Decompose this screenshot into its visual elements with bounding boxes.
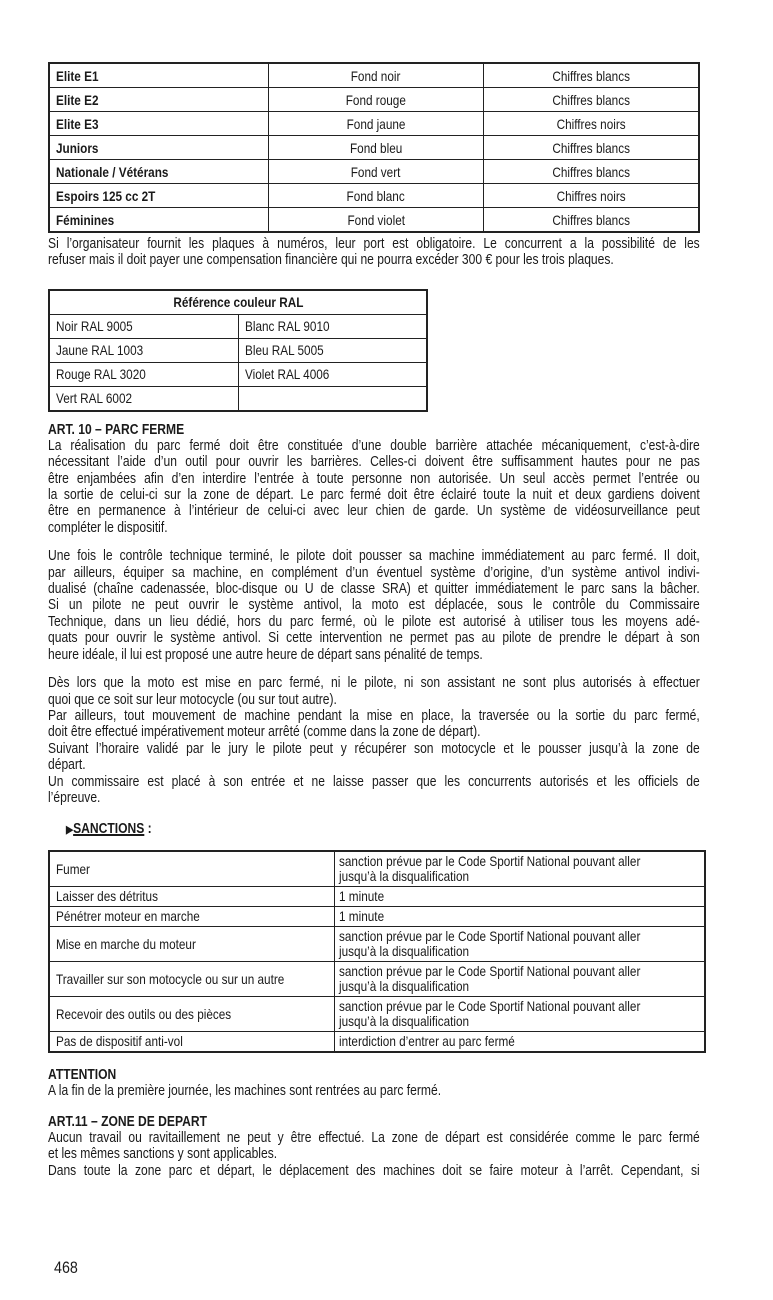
paragraph: Aucun travail ou ravitaillement ne peut y être effectué. La zone de départ est considérée comme le parc fermé et les mêmes sanctions y sont applicables. Dans toute la zone parc et départ, le déplacement des machines doit se faire moteur à l’arrêt. Cependant, si (48, 1129, 700, 1179)
background-cell: Fond violet (347, 211, 405, 228)
table-header-row (49, 290, 427, 315)
digits-cell: Chiffres blancs (552, 211, 630, 228)
triangle-bullet-icon: ▶ (66, 824, 74, 837)
table-row (49, 362, 427, 386)
ral-cell: Rouge RAL 3020 (56, 366, 146, 383)
attention-text: A la fin de la première journée, les machines sont rentrées au parc fermé. (48, 1083, 442, 1100)
offense-cell: Travailler sur son motocycle ou sur un autre (56, 970, 285, 987)
digits-cell: Chiffres blancs (552, 163, 630, 180)
penalty-cell: 1 minute (338, 888, 384, 905)
article-title: ART. 10 – PARC FERME (48, 421, 185, 438)
document-page (48, 62, 700, 1179)
penalty-cell: sanction prévue par le Code Sportif National pouvant aller jusqu’à la disqualification (338, 998, 641, 1030)
offense-cell: Pas de dispositif anti-vol (56, 1033, 183, 1050)
table-row (49, 338, 427, 362)
offense-cell: Recevoir des outils ou des pièces (56, 1005, 232, 1022)
table-row (49, 887, 705, 907)
table-row (49, 386, 427, 411)
digits-cell: Chiffres blancs (552, 67, 630, 84)
plates-note: Si l’organisateur fournit les plaques à numéros, leur port est obligatoire. Le concurrent a la possibilité de les refuser mais il doit payer une compensation financière qui ne pourra excéder 300 € pour les trois plaques. (48, 236, 700, 269)
table-row (49, 851, 705, 887)
offense-cell: Mise en marche du moteur (56, 935, 196, 952)
penalty-cell: sanction prévue par le Code Sportif National pouvant aller jusqu’à la disqualification (338, 963, 641, 995)
paragraph: Dès lors que la moto est mise en parc fermé, ni le pilote, ni son assistant ne sont plus autorisés à effectuer quoi que ce soit sur leur motocycle (ou sur tout autre). Par ailleurs, tout mouvement de machine pendant la mise en place, la traversée ou la sortie du parc fermé, doit être effectué impérativement moteur arrêté (comme dans la zone de départ). Suivant l’horaire validé par le jury le pilote peut y récupérer son motocycle et le pousser jusqu’à la zone de départ. Un commissaire est placé à son entrée et ne laisse passer que les concurrents autorisés et les officiels de l’épreuve. (48, 675, 700, 806)
offense-cell: Laisser des détritus (56, 888, 158, 905)
table-header: Référence couleur RAL (172, 294, 304, 311)
background-cell: Fond noir (351, 67, 401, 84)
article-10 (48, 422, 700, 1054)
digits-cell: Chiffres noirs (556, 187, 626, 204)
background-cell: Fond vert (351, 163, 401, 180)
penalty-cell: sanction prévue par le Code Sportif National pouvant aller jusqu’à la disqualification (338, 853, 641, 885)
category-cell: Elite E2 (56, 91, 99, 108)
sanctions-table (48, 850, 706, 1053)
table-row (49, 997, 705, 1032)
paragraph: Une fois le contrôle technique terminé, le pilote doit pousser sa machine immédiatement au parc fermé. Il doit, par ailleurs, équiper sa machine, en complément d’un éventuel système d’origine, d’un système antivol indivi- dualisé (chaîne cadenassée, bloc-disque ou U de classe SRA) et quitter immédiatement le parc sans la bâcher. Si un pilote ne peut ouvrir le système antivol, la moto est déplacée, sous le contrôle du Commissaire Technique, dans un lieu dédié, hors du parc fermé, où le pilote est autorisé à utiliser tous les moyens adé- quats pour ouvrir le système antivol. Si cette intervention ne permet pas au pilote de prendre le départ à son heure idéale, il lui est proposé une autre heure de départ sans pénalité de temps. (48, 548, 700, 663)
digits-cell: Chiffres noirs (556, 115, 626, 132)
table-row (49, 88, 699, 112)
paragraph: La réalisation du parc fermé doit être constituée d’une double barrière attachée mécaniquement, c’est-à-dire nécessitant l’aide d’un outil pour ouvrir les barrières. Celles-ci doivent être suffisamment hautes pour ne pas être enjambées afin d’en interdire l’entrée à toute personne non autorisée. Un seul accès permet l’entrée ou la sortie de celui-ci sur la zone de départ. Le parc fermé doit être éclairé toute la nuit et deux gardiens doivent être en permanence à l’intérieur de celui-ci avec leur chien de garde. Un système de vidéosurveillance peut compléter le dispositif. (48, 437, 700, 536)
article-11 (48, 1114, 700, 1179)
background-cell: Fond bleu (349, 139, 403, 156)
background-cell: Fond jaune (346, 115, 406, 132)
offense-cell: Fumer (56, 860, 90, 877)
ral-cell: Noir RAL 9005 (56, 318, 133, 335)
table-row (49, 314, 427, 338)
category-cell: Elite E3 (56, 115, 99, 132)
table-row (49, 136, 699, 160)
table-row (49, 962, 705, 997)
table-row (49, 112, 699, 136)
table-row (49, 63, 699, 88)
table-row (49, 208, 699, 233)
table-row (49, 907, 705, 927)
ral-cell: Jaune RAL 1003 (56, 342, 144, 359)
penalty-cell: 1 minute (338, 908, 384, 925)
background-cell: Fond rouge (345, 91, 407, 108)
ral-cell: Bleu RAL 5005 (244, 342, 324, 359)
category-cell: Juniors (56, 139, 99, 156)
digits-cell: Chiffres blancs (552, 91, 630, 108)
digits-cell: Chiffres blancs (552, 139, 630, 156)
plate-colors-table (48, 62, 700, 233)
sanctions-heading: ▶SANCTIONS : (66, 821, 152, 838)
category-cell: Elite E1 (56, 67, 99, 84)
ral-cell: Vert RAL 6002 (56, 390, 133, 407)
penalty-cell: sanction prévue par le Code Sportif National pouvant aller jusqu’à la disqualification (338, 928, 641, 960)
page-number: 468 (54, 1258, 78, 1277)
table-row (49, 184, 699, 208)
table-row (49, 927, 705, 962)
table-row (49, 1032, 705, 1053)
category-cell: Nationale / Vétérans (56, 163, 169, 180)
category-cell: Féminines (56, 211, 115, 228)
ral-reference-table (48, 289, 428, 412)
attention-heading: ATTENTION (48, 1067, 117, 1084)
penalty-cell: interdiction d’entrer au parc fermé (338, 1033, 515, 1050)
offense-cell: Pénétrer moteur en marche (56, 908, 200, 925)
ral-cell: Violet RAL 4006 (244, 366, 329, 383)
ral-cell: Blanc RAL 9010 (244, 318, 330, 335)
category-cell: Espoirs 125 cc 2T (56, 187, 156, 204)
background-cell: Fond blanc (346, 187, 406, 204)
article-title: ART.11 – ZONE DE DEPART (48, 1113, 207, 1130)
table-row (49, 160, 699, 184)
